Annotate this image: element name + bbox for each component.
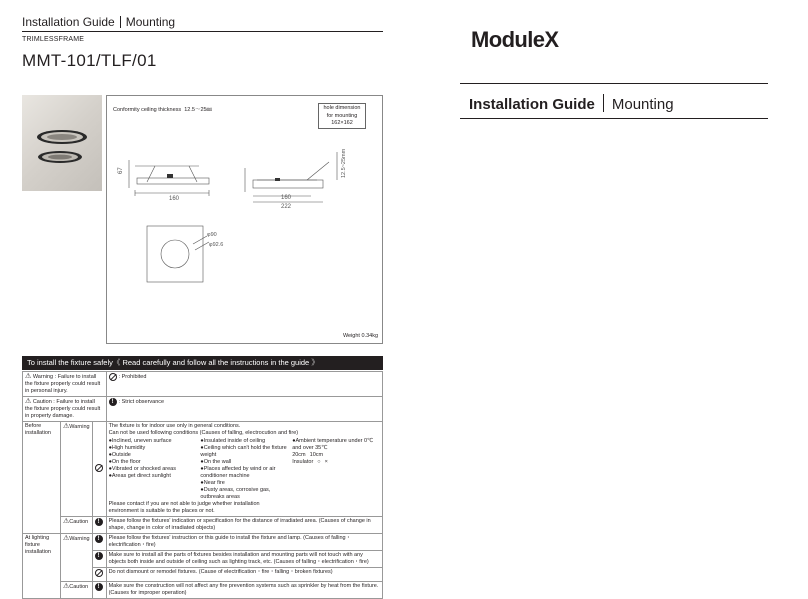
condition: ●Insulated inside of ceiling [200, 438, 266, 444]
before-label: Before installation [23, 422, 61, 534]
caution-before-text: Please follow the fixtures' indication or specification for the distance of irradiated area. (Causes of change in shape, change in color of irradiated objects) [106, 517, 382, 534]
right-title-guide: Installation Guide [469, 96, 595, 113]
dim-160-left: 160 [169, 196, 180, 202]
strict-cell [92, 534, 106, 551]
intro1: The fixture is for indoor use only in general conditions. [108, 423, 241, 429]
lighting-warning-1: Please follow the fixtures' instruction or this guide to install the fixture and lamp. (Causes of falling・electrification・fire) [106, 534, 382, 551]
hole-line2: for mounting [326, 112, 358, 119]
hole-dimension-box [318, 103, 366, 129]
condition: ●On the floor [108, 459, 141, 465]
strict-icon: ! [95, 535, 103, 543]
right-title-section: Mounting [611, 96, 674, 113]
ok-mark: ○ [317, 459, 321, 465]
condition: ●Inclined, uneven surface [108, 438, 172, 444]
caution-icon: ⚠ [63, 583, 70, 590]
insulator-row: Insulator ○ × [292, 459, 328, 465]
condition: ●Dusty areas, corrosive gas, outbreaks areas [200, 487, 271, 500]
strict-icon: ! [109, 398, 117, 406]
thickness-value: 12.5〜25㎜ [184, 107, 213, 113]
safety-table [22, 371, 383, 599]
safety-title-bar: To install the fixture safely《 Read carefully and follow all the instructions in the guide 》 [22, 356, 383, 370]
legend-strict: ! : Strict observance [106, 397, 382, 422]
hole-line3: 162×162 [331, 120, 353, 126]
dim-222: 222 [281, 204, 292, 210]
legend-warning: ⚠ Warning : Failure to install the fixture properly could result in personal injury. [23, 372, 107, 397]
product-photo [22, 95, 102, 191]
lighting-caution: Make sure the construction will not affect any fire prevention systems such as sprinkler by heat from the fixture. (Causes for improper operation) [106, 582, 382, 599]
header-section: Mounting [125, 15, 176, 29]
dim-67: 67 [118, 167, 124, 174]
model-number: MMT-101/TLF/01 [22, 51, 157, 70]
condition: ●Near fire [200, 480, 225, 486]
hole-line1: hole dimension [323, 105, 361, 111]
condition: ●Ceiling which can't hold the fixture weight [200, 445, 287, 458]
strict-cell [92, 517, 106, 534]
ng-mark: × [324, 459, 328, 465]
condition: ●Areas get direct sunlight [108, 473, 171, 479]
dimension-drawing [106, 95, 383, 344]
strict-cell [92, 551, 106, 568]
condition: ●Places affected by wind or air conditioner machine [200, 466, 276, 479]
intro2: Can not be used following conditions (Causes of falling, electrocution and fire) [108, 430, 299, 436]
lighting-warning-2: Make sure to install all the parts of fixtures besides installation and mounting parts will not touch with any objects both inside and outside of ceiling such as lighting track, etc. (Causes of falling・electrification・fire) [106, 551, 382, 568]
doc-header [22, 15, 383, 32]
condition: ●Ambient temperature under 0℃ and over 35℃ [292, 438, 374, 451]
brand-logo: ModuleX [471, 27, 559, 52]
lighting-label: At lighting fixture installation [23, 534, 61, 599]
strict-cell [92, 582, 106, 599]
condition: ●High humidity [108, 445, 146, 451]
divider [460, 83, 768, 84]
conformity-label: Conformity ceiling thickness 12.5〜25㎜ [113, 107, 213, 113]
prohibited-cell [92, 568, 106, 582]
legend-prohibited: : Prohibited [106, 372, 382, 397]
condition: ●Outside [108, 452, 131, 458]
dim-phi92: φ92.6 [209, 242, 224, 248]
contact-note: Please contact if you are not able to judge whether installation environment is suitable to the places or not. [108, 501, 260, 514]
condition: ●Vibrated or shocked areas [108, 466, 176, 472]
dim-phi90: φ90 [207, 232, 217, 238]
strict-icon: ! [95, 518, 103, 526]
right-title [469, 94, 674, 113]
caution-cell: ⚠Caution [61, 582, 93, 599]
prohibited-cell [92, 422, 106, 517]
warning-icon: ⚠ [63, 535, 70, 542]
caution-cell: ⚠Caution [61, 517, 93, 534]
warning-icon: ⚠ [63, 423, 70, 430]
legend-caution: ⚠ Caution : Failure to install the fixture properly could result in property damage. [23, 397, 107, 422]
lighting-warning-3: Do not dismount or remodel fixtures. (Cause of electrification・fire・falling・broken fixtures) [106, 568, 382, 582]
dim-160-right: 160 [281, 195, 292, 201]
prohibited-icon [95, 569, 103, 577]
prohibited-icon [95, 464, 103, 472]
strict-icon: ! [95, 552, 103, 560]
divider [460, 118, 768, 119]
header-guide: Installation Guide [22, 15, 115, 29]
weight-label: Weight 0.34kg [342, 333, 378, 339]
strict-icon: ! [95, 583, 103, 591]
before-conditions [106, 422, 382, 517]
series-name: TRIMLESSFRAME [22, 36, 85, 43]
installation-diagram: 20cm 10cm [292, 452, 324, 458]
warning-cell: ⚠Warning [61, 422, 93, 517]
prohibited-icon [109, 373, 117, 381]
warning-cell: ⚠Warning [61, 534, 93, 582]
condition: ●On the wall [200, 459, 232, 465]
dim-range: 12.5~25mm [341, 148, 347, 178]
caution-icon: ⚠ [63, 518, 70, 525]
